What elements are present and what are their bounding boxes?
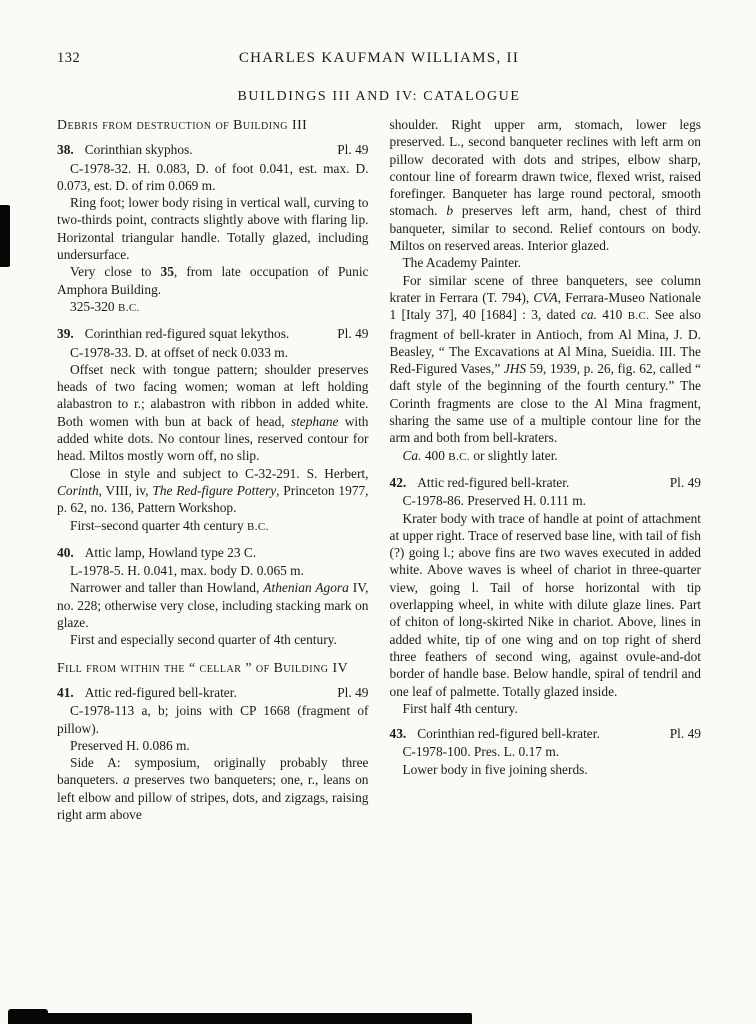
entry-title: Attic lamp, Howland type 23 C. bbox=[84, 544, 257, 560]
entry-number: 38. bbox=[57, 142, 74, 158]
paragraph: Ca. 400 B.C. or slightly later. bbox=[402, 447, 558, 463]
entry-heading bbox=[57, 141, 369, 158]
catalogue-entry bbox=[57, 325, 369, 536]
plate-reference: Pl. 49 bbox=[337, 142, 369, 158]
entry-number: 41. bbox=[57, 684, 74, 700]
paragraph: L-1978-5. H. 0.041, max. body D. 0.065 m. bbox=[70, 563, 304, 579]
paragraph: Narrower and taller than Howland, Athenian Agora IV, no. 228; otherwise very close, including stacking mark on glaze. bbox=[57, 580, 369, 631]
paragraph: C-1978-32. H. 0.083, D. of foot 0.041, est. max. D. 0.073, est. D. of rim 0.069 m. bbox=[57, 160, 369, 193]
catalogue-entry bbox=[390, 474, 702, 717]
section-heading: Fill from within the “ cellar ” of Building IV bbox=[57, 659, 349, 675]
scan-artifact-left-edge bbox=[0, 205, 10, 267]
paragraph: First and especially second quarter of 4th century. bbox=[70, 632, 337, 648]
plate-reference: Pl. 49 bbox=[337, 684, 369, 700]
entry-heading bbox=[57, 684, 369, 701]
entry-title: Corinthian red-figured bell-krater. bbox=[417, 726, 600, 742]
page-number: 132 bbox=[57, 50, 81, 66]
paragraph: 325-320 B.C. bbox=[70, 298, 140, 314]
entry-heading bbox=[390, 725, 702, 742]
entry-title: Corinthian skyphos. bbox=[84, 142, 193, 158]
entry-number: 42. bbox=[389, 474, 407, 490]
paragraph: Ring foot; lower body rising in vertical wall, curving to two-thirds point, contracts slightly above with flaring lip. Horizontal triangular handle. Totally glazed, including undersurface. bbox=[57, 195, 369, 263]
paragraph: Very close to 35, from late occupation of Punic Amphora Building. bbox=[57, 264, 369, 297]
paragraph: The Academy Painter. bbox=[402, 255, 522, 271]
entry-title: Attic red-figured bell-krater. bbox=[417, 474, 570, 490]
text-columns bbox=[57, 116, 701, 823]
catalogue-title: BUILDINGS III AND IV: CATALOGUE bbox=[237, 89, 521, 104]
catalogue-entry bbox=[57, 544, 369, 649]
entry-number: 43. bbox=[389, 726, 407, 742]
section-heading: Debris from destruction of Building III bbox=[57, 117, 308, 132]
left-column bbox=[57, 116, 369, 823]
entry-heading bbox=[57, 544, 369, 561]
plate-reference: Pl. 49 bbox=[337, 326, 369, 342]
plate-reference: Pl. 49 bbox=[669, 726, 701, 742]
plate-reference: Pl. 49 bbox=[669, 474, 701, 490]
page-content bbox=[57, 50, 701, 823]
paragraph: Lower body in five joining sherds. bbox=[402, 761, 588, 777]
paragraph: C-1978-100. Pres. L. 0.17 m. bbox=[402, 744, 560, 760]
paragraph: For similar scene of three banqueters, see column krater in Ferrara (T. 794), CVA, Ferrara-Museo Nationale 1 [Italy 37], 40 [1684] : 3, dated ca. 410 B.C. See also fragment of bell-krater in Antioch, from Al Mina, J. D. Beasley, “ The Excavations at Al Mina, Sueidia. III. The Red-Figured Vases,” JHS 59, 1939, p. 26, fig. 62, called “ daft style of the beginning of the fourth century.” The Corinth fragments are close to the Al Mina fragment, sharing the same use of a multiple contour line for the arm and both from bell-kraters. bbox=[389, 272, 701, 446]
scan-artifact-bottom-edge bbox=[10, 1013, 472, 1024]
entry-number: 39. bbox=[57, 326, 74, 342]
paragraph: First half 4th century. bbox=[402, 700, 518, 716]
page-header bbox=[57, 50, 701, 68]
catalogue-entry bbox=[57, 684, 369, 823]
paragraph: C-1978-113 a, b; joins with CP 1668 (fragment of pillow). bbox=[57, 703, 369, 736]
paragraph: First–second quarter 4th century B.C. bbox=[70, 517, 269, 533]
entry-heading bbox=[57, 325, 369, 342]
running-head: CHARLES KAUFMAN WILLIAMS, II bbox=[238, 50, 520, 66]
paragraph: Side A: symposium, originally probably three banqueters. a preserves two banqueters; one, r., leans on left elbow and pillow of stripes, dots, and zigzags, raising right arm above bbox=[57, 755, 369, 822]
paragraph: Krater body with trace of handle at point of attachment at upper right. Trace of reserved base line, with tail of fish (?) going l.; above fins are two waves executed in added white. Above waves is wheel of chariot in three-quarter view, going l. Tail of horse horizontal with tip overlapping wheel, in white with dilute glaze lines. Part of chiton of long-skirted Nike in chariot. Above, lines in added white, tip of one wing and on top right of sherd three feathers of second wing, against ovule-and-dot border of handle base. Below handle, spiral of tendril and one leaf of palmette. Totally glazed inside. bbox=[389, 510, 701, 699]
entry-heading bbox=[390, 474, 702, 491]
paragraph: shoulder. Right upper arm, stomach, lower legs preserved. L., second banqueter reclines with left arm on pillow decorated with dots and stripes, elbow sharp, contour line of forearm drawn twice, flexed wrist, raised forefinger. Banqueter has large round pectoral, smooth stomach. b preserves left arm, hand, chest of third banqueter, similar to second. Relief contours on body. Miltos on reserved areas. Interior glazed. bbox=[389, 117, 701, 254]
entry-number: 40. bbox=[57, 544, 74, 560]
paragraph: Offset neck with tongue pattern; shoulder preserves heads of two facing women; woman at left holding alabastron to r.; alabastron with ribbon in added white. Both women with bun at back of head, stephane with added white dots. No contour lines, reserved contour for head. Miltos mostly worn off, no slip. bbox=[57, 361, 369, 464]
paragraph: Preserved H. 0.086 m. bbox=[70, 737, 190, 753]
paragraph: C-1978-33. D. at offset of neck 0.033 m. bbox=[70, 344, 289, 360]
entry-title: Attic red-figured bell-krater. bbox=[84, 684, 237, 700]
paragraph: C-1978-86. Preserved H. 0.111 m. bbox=[402, 493, 586, 509]
catalogue-entry bbox=[390, 725, 702, 778]
catalogue-entry bbox=[57, 141, 369, 317]
right-column bbox=[390, 116, 702, 823]
entry-title: Corinthian red-figured squat lekythos. bbox=[84, 326, 290, 342]
paragraph: Close in style and subject to C-32-291. S. Herbert, Corinth, VIII, iv, The Red-figure Pottery, Princeton 1977, p. 62, no. 136, Pattern Workshop. bbox=[57, 465, 369, 516]
